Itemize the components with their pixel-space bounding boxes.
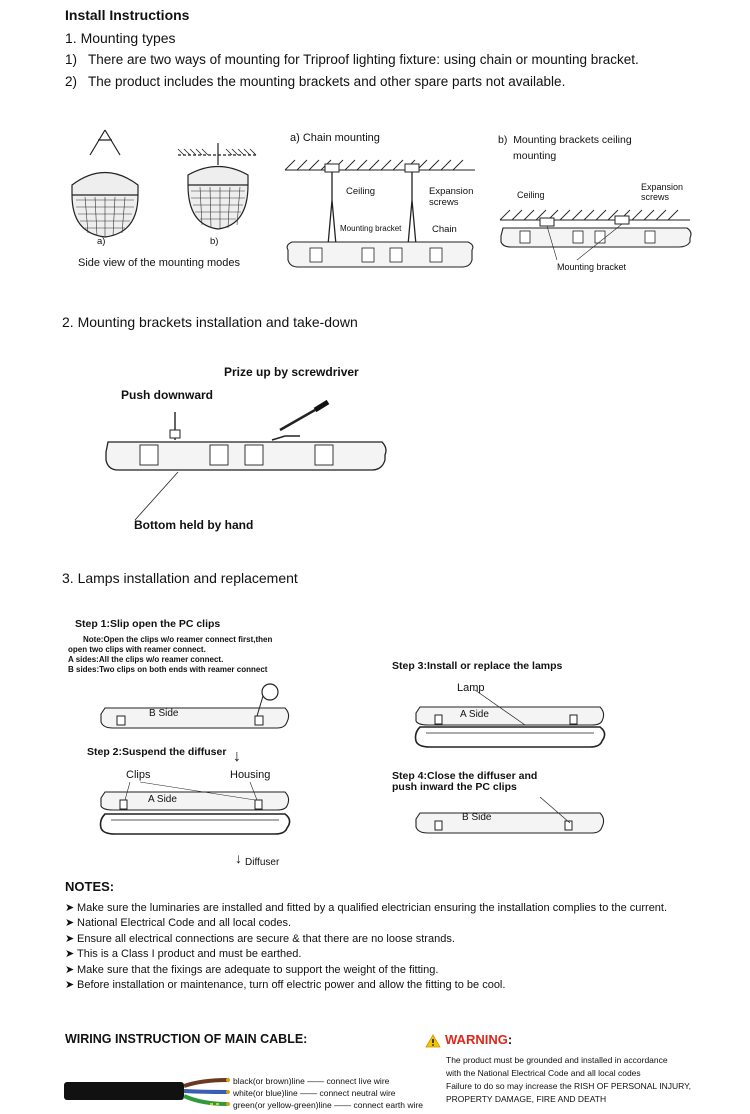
item-text: The product includes the mounting brackets and other spare parts not available.	[88, 74, 566, 89]
warning-title	[445, 1032, 512, 1047]
note-item	[65, 916, 291, 929]
step1-note-2: open two clips with reamer connect.	[68, 645, 206, 654]
step4-label-2: push inward the PC clips	[392, 781, 517, 793]
item-number: 1)	[65, 52, 78, 67]
bracket-expansion-label: Expansion	[641, 182, 684, 192]
lamp-label: Lamp	[457, 682, 485, 694]
bracket-screws-label: screws	[641, 192, 670, 202]
chain-screws-label: screws	[429, 197, 459, 208]
chain-mounting-title	[290, 132, 380, 144]
step1-b-side-label: B Side	[149, 708, 179, 719]
chain-mounting-figure	[280, 150, 480, 275]
housing-label: Housing	[230, 769, 271, 781]
bottom-held-label: Bottom held by hand	[134, 518, 254, 532]
note-item	[65, 978, 505, 991]
step4-b-side-label: B Side	[462, 812, 492, 823]
wire-name: green(or yellow-green)line	[233, 1100, 332, 1110]
step1-figure	[95, 680, 295, 740]
section1-item-1	[65, 52, 639, 67]
wire-action: connect live wire	[326, 1076, 390, 1086]
arrow-bullet-icon: ➤	[65, 964, 75, 976]
step3-a-side-label: A Side	[460, 709, 489, 720]
section3-title: 3. Lamps installation and replacement	[62, 570, 298, 586]
chain-chain-label: Chain	[432, 224, 457, 235]
clips-label: Clips	[126, 769, 151, 781]
side-label-a: a)	[97, 236, 106, 247]
chain-bracket-label: Mounting bracket	[340, 224, 402, 233]
note-item	[65, 901, 667, 914]
warning-line: PROPERTY DAMAGE, FIRE AND DEATH	[446, 1094, 607, 1104]
warning-icon	[425, 1034, 441, 1048]
step4-figure	[410, 795, 610, 840]
step2-figure	[95, 780, 295, 850]
arrow-bullet-icon: ➤	[65, 979, 75, 991]
note-text: Before installation or maintenance, turn off electric power and allow the fitting to be cool.	[77, 979, 506, 991]
chain-expansion-label: Expansion	[429, 186, 474, 197]
side-label-b: b)	[210, 236, 219, 247]
step1-label: Step 1:Slip open the PC clips	[75, 618, 221, 630]
side-view-figure	[60, 125, 270, 275]
section1-title: 1. Mounting types	[65, 30, 176, 46]
wire-action: connect earth wire	[353, 1100, 423, 1110]
wire-live: black(or brown)line —— connect live wire	[233, 1076, 390, 1086]
bracket-mounting-title-2: mounting	[513, 150, 557, 162]
note-text: Make sure that the fixings are adequate to support the weight of the fitting.	[77, 964, 439, 976]
wire-neutral: white(or blue)line —— connect neutral wire	[233, 1088, 396, 1098]
fig-prefix: b)	[498, 134, 508, 146]
page-title: Install Instructions	[65, 7, 190, 23]
notes-title: NOTES:	[65, 879, 115, 894]
prize-label: Prize up by screwdriver	[224, 365, 359, 379]
arrow-bullet-icon: ➤	[65, 917, 75, 929]
note-item	[65, 947, 301, 960]
down-arrow-icon: ↓	[233, 748, 241, 765]
warning-line: The product must be grounded and installed in accordance	[446, 1055, 668, 1065]
section1-item-2	[65, 74, 565, 89]
section2-title: 2. Mounting brackets installation and take-down	[62, 314, 358, 330]
warning-colon: :	[507, 1032, 513, 1047]
note-text: This is a Class I product and must be earthed.	[77, 948, 302, 960]
fig-title: Mounting brackets ceiling	[513, 134, 632, 146]
arrow-bullet-icon: ➤	[65, 902, 75, 914]
note-text: National Electrical Code and all local codes.	[77, 917, 292, 929]
wire-name: black(or brown)line	[233, 1076, 305, 1086]
note-item	[65, 932, 455, 945]
step4-label-1: Step 4:Close the diffuser and	[392, 770, 538, 782]
step2-a-side-label: A Side	[148, 794, 177, 805]
step2-label: Step 2:Suspend the diffuser	[87, 746, 227, 758]
arrow-bullet-icon: ➤	[65, 948, 75, 960]
step1-note-3: A sides:All the clips w/o reamer connect.	[68, 655, 224, 664]
note-text: Ensure all electrical connections are secure & that there are no loose strands.	[77, 933, 455, 945]
step1-note-1: Note:Open the clips w/o reamer connect first,then	[83, 635, 273, 644]
note-item	[65, 963, 438, 976]
wire-name: white(or blue)line	[233, 1088, 298, 1098]
note-text: Make sure the luminaries are installed and fitted by a qualified electrician ensuring the installation complies to the current.	[77, 902, 668, 914]
step1-note-4: B sides:Two clips on both ends with reamer connect	[68, 665, 268, 674]
fig-title: Chain mounting	[302, 132, 380, 144]
warning-word: WARNING	[445, 1032, 508, 1047]
step3-figure	[410, 695, 610, 755]
bracket-ceiling-label: Ceiling	[517, 190, 545, 200]
diffuser-arrow-icon: ↓	[235, 850, 242, 866]
chain-ceiling-label: Ceiling	[346, 186, 376, 197]
bracket-bracket-label: Mounting bracket	[557, 262, 627, 272]
warning-line: Failure to do so may increase the RISH OF PERSONAL INJURY,	[446, 1081, 692, 1091]
wire-earth: green(or yellow-green)line —— connect earth wire	[233, 1100, 423, 1110]
cable-figure	[62, 1072, 232, 1112]
item-number: 2)	[65, 74, 78, 89]
wire-action: connect neutral wire	[319, 1088, 396, 1098]
item-text: There are two ways of mounting for Triproof lighting fixture: using chain or mounting bracket.	[88, 52, 639, 67]
bracket-takedown-figure	[100, 400, 390, 520]
bracket-mounting-figure	[495, 198, 695, 258]
fig-prefix: a)	[290, 132, 300, 144]
warning-line: with the National Electrical Code and all local codes	[446, 1068, 641, 1078]
step3-label: Step 3:Install or replace the lamps	[392, 660, 563, 672]
side-view-caption: Side view of the mounting modes	[78, 257, 241, 269]
diffuser-label: Diffuser	[245, 857, 280, 868]
wiring-title: WIRING INSTRUCTION OF MAIN CABLE:	[65, 1032, 308, 1046]
push-label: Push downward	[121, 388, 214, 402]
arrow-bullet-icon: ➤	[65, 933, 75, 945]
bracket-mounting-title	[498, 134, 632, 146]
